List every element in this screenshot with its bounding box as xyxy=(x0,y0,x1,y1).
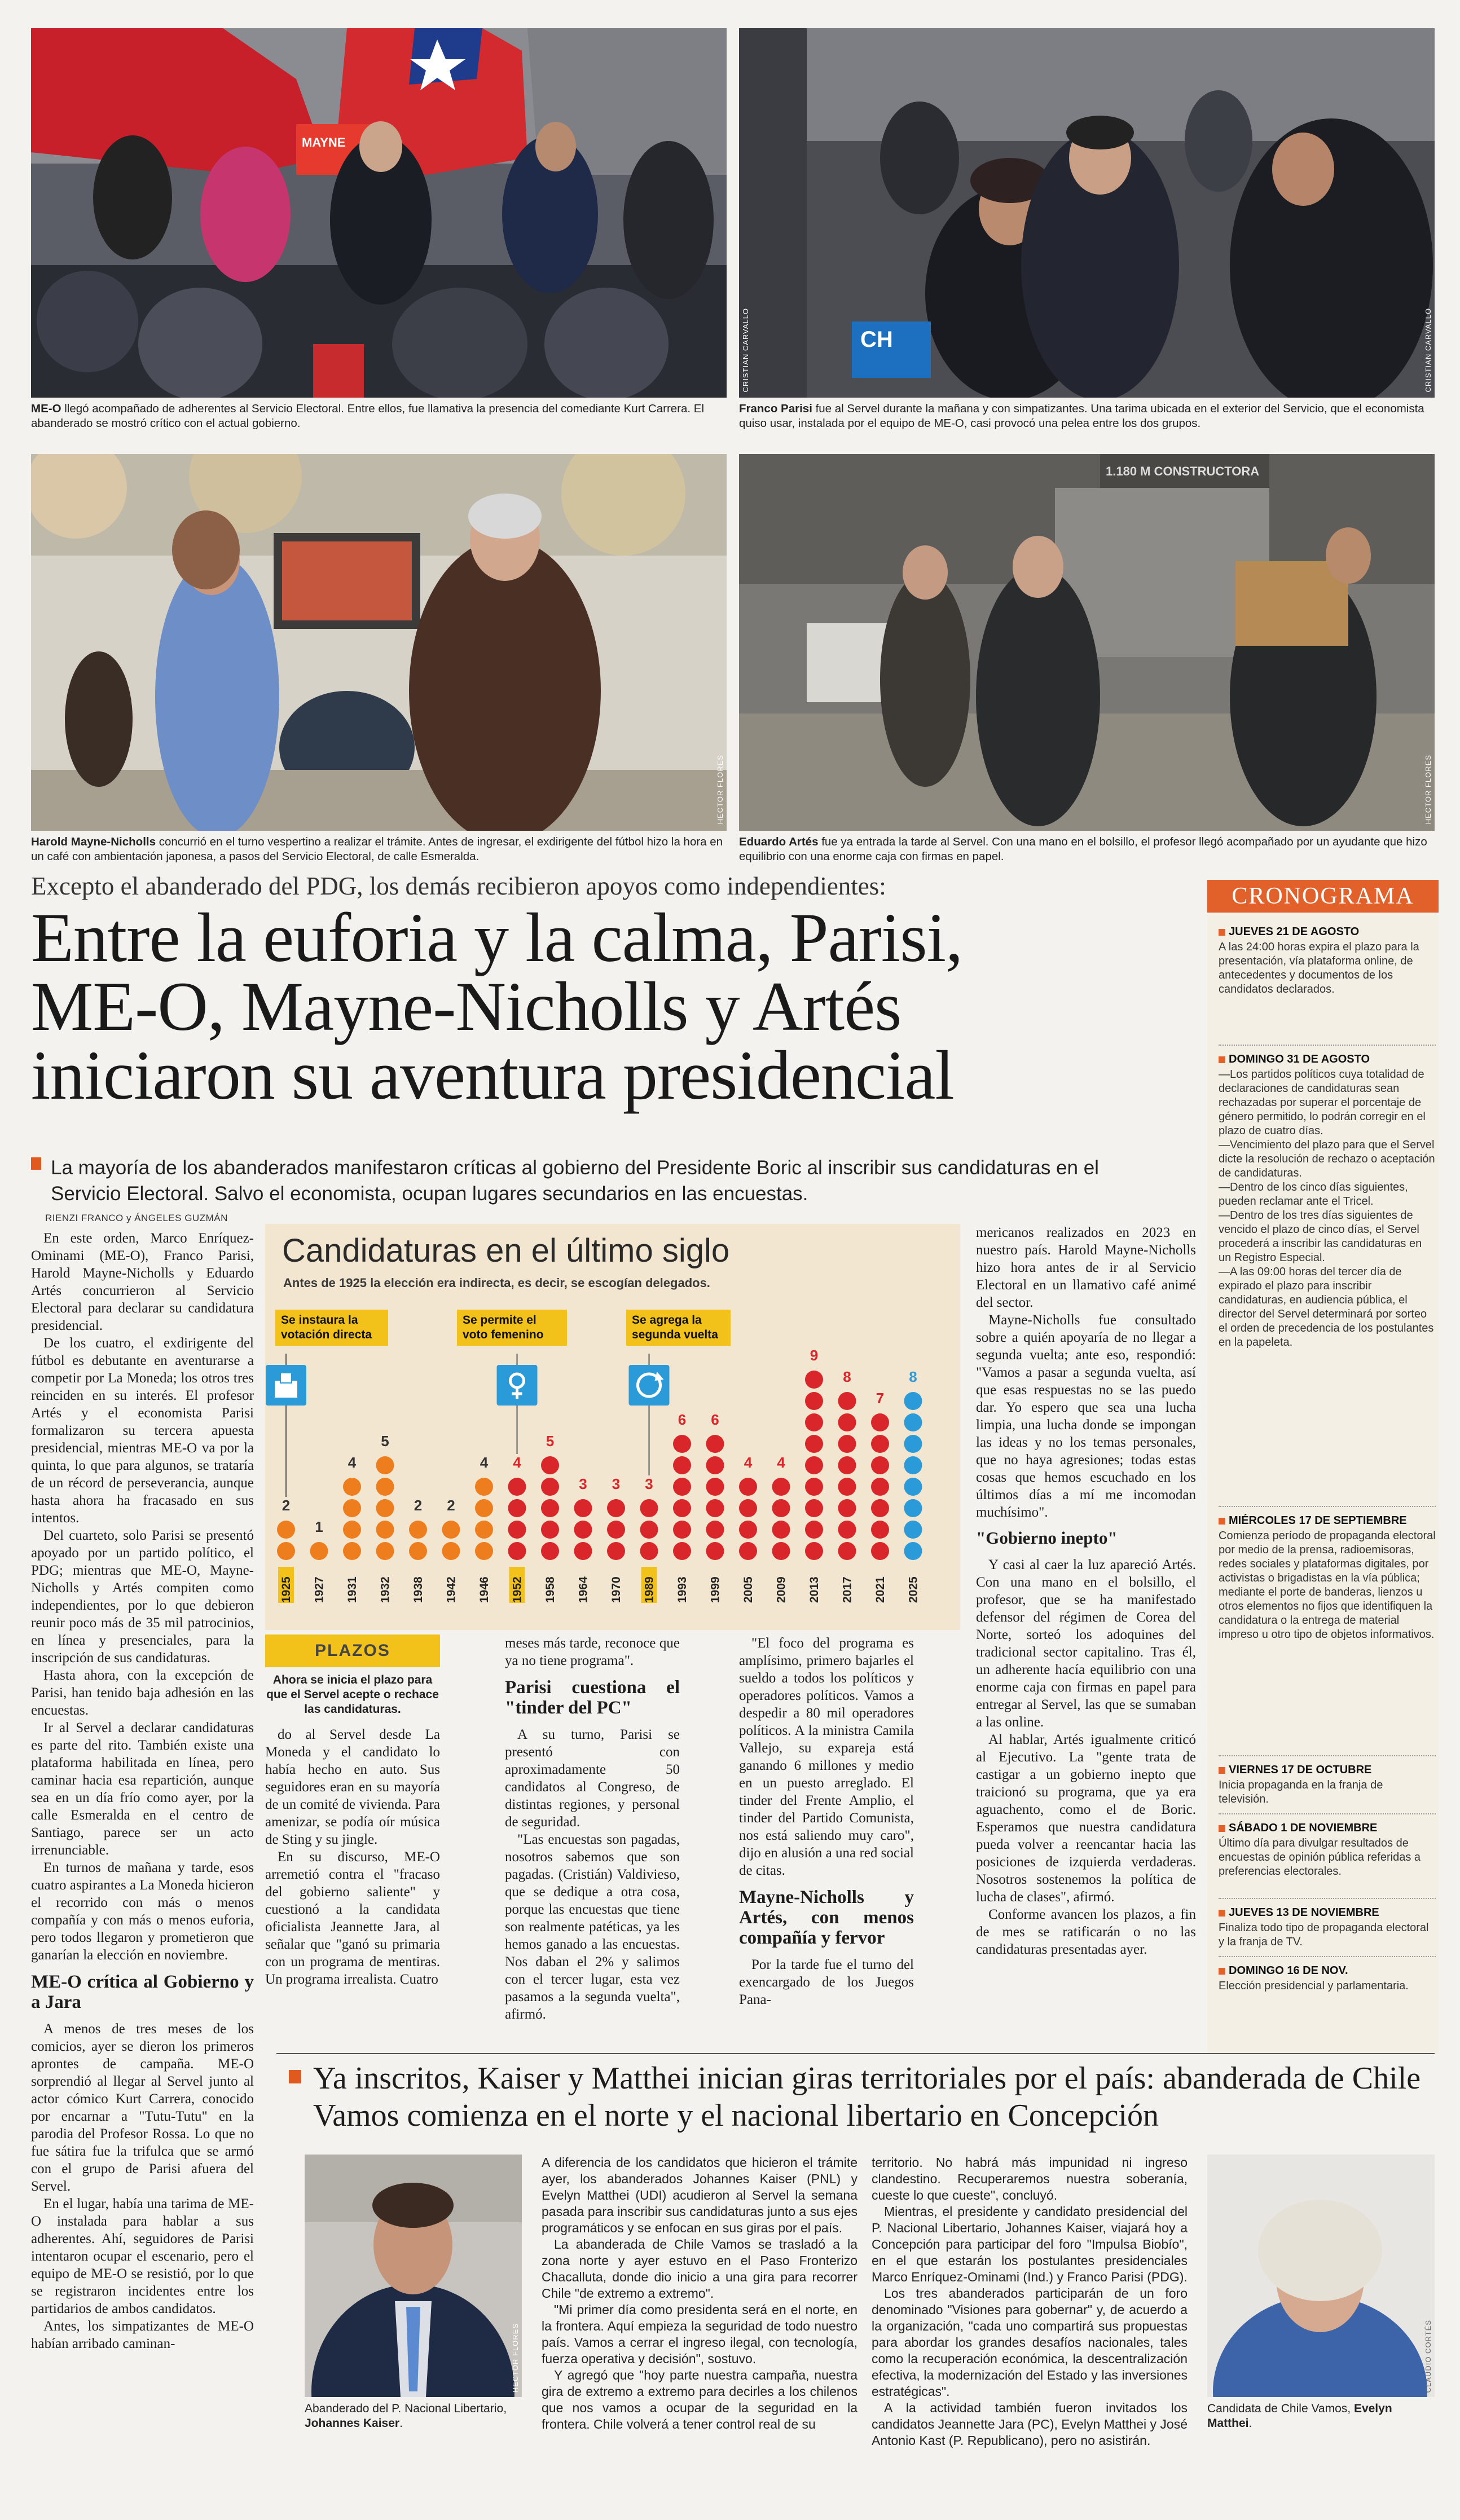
section2-column-2: territorio. No habrá más impunidad ni ingreso clandestino. Recuperaremos nuestra soberanía, cueste lo que cueste", concluyó. Mientras, el presidente y candidato presidencial del P. Nacional Libertario, Johannes Kaiser, viajará hoy a Concepción para participar del foro "Impulsa Biobío", en el que estarán los postulantes presidenciales Marco Enríquez-Ominami (Ind.) y Franco Parisi (PDG). Los tres abanderados participarán de un foro denominado "Visiones para gobernar" y, de acuerdo a la organización, "cada uno compartirá sus propuestas para abordar los grandes desafíos nacionales, tales como la recuperación económica, la descentralización efectiva, la modernización del Estado y las inversiones estratégicas". A la actividad también fueron invitados los candidatos Jeannette Jara (PC), Evelyn Matthei y José Antonio Kast (P. Republicano), pero no asistirán. xyxy=(872,2155,1188,2448)
photo-artes xyxy=(739,454,1435,831)
section2-marker xyxy=(289,2070,301,2083)
bullet-square-icon xyxy=(1219,1767,1225,1774)
caption-meo: ME-O llegó acompañado de adherentes al Servicio Electoral. Entre ellos, fue llamativa la presencia del comediante Kurt Carrera. El abanderado se mostró crítico con el actual gobierno. xyxy=(31,402,705,430)
chart-dot xyxy=(772,1521,790,1539)
chart-dot xyxy=(673,1435,691,1453)
data-label: 2 xyxy=(447,1497,455,1514)
chart-dot xyxy=(739,1478,757,1496)
x-tick-label: 2021 xyxy=(874,1576,887,1603)
data-label: 5 xyxy=(381,1433,389,1450)
photo-meo-servel xyxy=(31,28,727,398)
chart-dot xyxy=(904,1499,922,1517)
x-tick-label: 2005 xyxy=(742,1576,755,1603)
female-icon xyxy=(497,1365,538,1406)
chart-plot xyxy=(265,1224,960,1630)
data-label: 1 xyxy=(315,1518,323,1535)
article-column-4: "El foco del programa es amplísimo, primero bajarles el sueldo a todos los políticos y operadores políticos. Vamos a despedir a 80 mil operadores políticos. A la ministra Camila Vallejo, su expareja está ganando 6 millones y medio en un puesto arreglado. El tinder del Frente Amplio, el tinder del Partido Comunista, nos está saliendo muy caro", dijo en alusión a una red social de citas. Mayne-Nicholls y Artés, con menos compañía y fervor Por la tarde fue el turno del exencargado de los Juegos Pana- xyxy=(739,1636,914,2007)
photo-kaiser xyxy=(305,2155,522,2397)
chart-dot xyxy=(640,1499,658,1517)
x-tick-label: 1958 xyxy=(544,1576,557,1603)
photo-credit-2: CRISTIAN CARVALLO xyxy=(1424,307,1432,392)
storefront-sign: 1.180 M CONSTRUCTORA xyxy=(1106,464,1260,478)
data-label: 4 xyxy=(513,1454,521,1471)
chart-dot xyxy=(376,1542,394,1560)
crono-item: SÁBADO 1 DE NOVIEMBRE Último día para divulgar resultados de encuestas de opinión pública referidas a preferencias electorales. xyxy=(1219,1822,1421,1878)
plazos-text: Ahora se inicia el plazo para que el Servel acepte o rechace las candidaturas. xyxy=(266,1673,439,1716)
chart-dot xyxy=(541,1478,559,1496)
chart-dot xyxy=(871,1521,889,1539)
chart-dot xyxy=(508,1478,526,1496)
chart-dot xyxy=(541,1542,559,1560)
chart-dot xyxy=(508,1542,526,1560)
crono-item: JUEVES 21 DE AGOSTO A las 24:00 horas expira el plazo para la presentación, vía plataforma online, de antecedentes y documentos de los candidatos declarados. xyxy=(1219,926,1419,995)
chart-dot xyxy=(475,1521,493,1539)
data-label: 8 xyxy=(909,1368,917,1385)
data-label: 3 xyxy=(612,1475,621,1492)
section2-column-1: A diferencia de los candidatos que hicieron el trámite ayer, los abanderados Johannes Kaiser (PNL) y Evelyn Matthei (UDI) acudieron al Servel la semana pasada para inscribir sus candidaturas junto a sus ejes programáticos y se enfocan en sus giras por el país. La abanderada de Chile Vamos se trasladó a la zona norte y ayer estuvo en el Paso Fronterizo Chacalluta, donde dio inicio a una gira para recorrer Chile "de extremo a extremo". "Mi primer día como presidenta será en el norte, en la frontera. Aquí empieza la seguridad de todo nuestro país. Vamos a cerrar el ingreso ilegal, con tecnología, fuerza operativa y decisión", sostuvo. Y agregó que "hoy parte nuestra campaña, nuestra gira de extremo a extremo para decirles a los chilenos que nos vamos a ocupar de la seguridad en la frontera. Chile volverá a tener control real de su xyxy=(542,2155,857,2431)
section2-headline: Ya inscritos, Kaiser y Matthei inician giras territoriales por el país: abanderada de Chile Vamos comienza en el norte y el nacional libertario en Concepción xyxy=(313,2061,1421,2133)
chart-dot xyxy=(772,1542,790,1560)
x-tick-label: 2009 xyxy=(775,1576,788,1603)
subhead-gobierno-inepto: "Gobierno inepto" xyxy=(976,1528,1118,1548)
chart-dot xyxy=(904,1478,922,1496)
candidates-chart xyxy=(265,1224,960,1630)
chart-dot xyxy=(805,1542,823,1560)
article-column-3: meses más tarde, reconoce que ya no tiene programa". Parisi cuestiona el "tinder del PC" A su turno, Parisi se presentó con aproximadamente 50 candidatos al Congreso, de distintas regiones, y personal de seguridad. "Las encuestas son pagadas, nosotros sabemos que son pagadas. (Cristián) Valdivieso, que se dedique a otra cosa, porque las encuestas que tiene son realmente patéticas, ya les hemos ganado a las encuestas. Nos daban el 2% y salimos con el tercer lugar, esta vez pasamos a la segunda vuelta", afirmó. xyxy=(505,1636,680,2022)
chart-dot xyxy=(607,1499,625,1517)
chart-dot xyxy=(805,1478,823,1496)
bullet-square-icon xyxy=(1219,1518,1225,1525)
chart-dot xyxy=(673,1542,691,1560)
chart-dot xyxy=(673,1521,691,1539)
data-label: 3 xyxy=(645,1475,653,1492)
x-tick-label: 1946 xyxy=(478,1576,491,1603)
crono-item: DOMINGO 16 DE NOV. Elección presidencial y parlamentaria. xyxy=(1219,1964,1409,1992)
data-label: 4 xyxy=(348,1454,357,1471)
data-label: 9 xyxy=(810,1347,819,1364)
caption-artes: Eduardo Artés fue ya entrada la tarde al Servel. Con una mano en el bolsillo, el profesor llegó acompañado por un ayudante que hizo equilibrio con una enorme caja con firmas en papel. xyxy=(739,835,1427,863)
article-column-5: mericanos realizados en 2023 en nuestro país. Harold Mayne-Nicholls hizo hora antes de ir al Servicio Electoral en un llamativo café animé del sector. Mayne-Nicholls fue consultado sobre a quién apoyaría de no llegar a segunda vuelta; ante eso, respondió: "Vamos a pasar a segunda vuelta, así que esas respuestas no se las puedo dar. Yo espero que sea una lucha limpia, una lucha donde se impongan las ideas y no los temas personales, que no haya agresiones; todas estas cosas que hemos escuchado en los últimos días a mí me incomodan muchísimo". "Gobierno inepto" Y casi al caer la luz apareció Artés. Con una mano en el bolsillo, el profesor, que se ha manifestado defensor del régimen de Corea del Norte, sorteó los adoquines del tradicional sector capitalino. Tras él, un adherente hacía equilibrio con una enorme caja con firmas en papel para entregar al Servel, las que se sumaban a las online. Al hablar, Artés igualmente criticó al Ejecutivo. La "gente trata de castigar a un gobierno inepto que traicionó su programa, que ya era aguachento, como el de Boric. Esperamos que nuestra candidatura pueda volver a reencantar hacia las posiciones de izquierda verdaderas. Nosotros sostenemos la política de lucha de clases", afirmó. Conforme avancen los plazos, a fin de mes se ratificarán o no las candidaturas presentadas ayer. xyxy=(976,1225,1196,1957)
x-tick-label: 1932 xyxy=(379,1576,392,1603)
x-tick-label: 1931 xyxy=(346,1576,359,1603)
photo-credit: CRISTIAN CARVALLO xyxy=(741,307,750,392)
chart-dot xyxy=(673,1456,691,1474)
chart-dot xyxy=(541,1456,559,1474)
chart-dot xyxy=(904,1521,922,1539)
article-column-1: En este orden, Marco Enríquez-Ominami (ME-O), Franco Parisi, Harold Mayne-Nicholls y Eduardo Artés concurrieron al Servicio Electoral para declarar su candidatura presidencial. De los cuatro, el exdirigente del fútbol es debutante en aventurarse a competir por La Moneda; los otros tres reinciden en su interés. El profesor Artés y el economista Parisi formalizaron su tercera apuesta presidencial, mientras ME-O va por la quinta, lo que para algunos, se trataría de un récord de perseverancia, aunque hasta ahora ha fracasado en sus intentos. Del cuarteto, solo Parisi se presentó apoyado por un partido político, el PDG; mientras que ME-O, Mayne-Nicholls y Artés compiten como independientes, por lo que debieron reunir poco más de 35 mil patrocinios, en línea y presenciales, para la inscripción de sus candidaturas. Hasta ahora, con la excepción de Parisi, han tenido baja adhesión en las encuestas. Ir al Servel a declarar candidaturas es parte del rito. También existe una plataforma habilitada en línea, pero caminar hacia esa repartición, aunque sea en un día frío como ayer, por la calle Esmeralda en el centro de Santiago, parece ser un acto irrenunciable. En turnos de mañana y tarde, esos cuatro aspirantes a La Moneda hicieron el recorrido con más o menos compañía y con más o menos euforia, pero todos llegaron y prometieron que ganarían la elección en noviembre. ME-O crítica al Gobierno y a Jara A menos de tres meses de los comicios, ayer se dieron los primeros aprontes de campaña. ME-O sorprendió al llegar al Servel junto al actor cómico Kurt Carrera, conocido por encarnar a "Tutu-Tutu" en la parodia del Profesor Rossa. Lo que no fue sátira fue la trifulca que se armó con el grupo de Parisi afuera del Servel. En el lugar, había una tarima de ME-O instalada para hablar a sus adherentes. Ahí, seguidores de Parisi intentaron ocupar el escenario, pero el equipo de ME-O se resistió, por lo que se registraron incidentes entre los partidarios de ambos candidatos. Antes, los simpatizantes de ME-O habían arribado caminan- xyxy=(31,1231,254,2351)
crono-item: VIERNES 17 DE OCTUBRE Inicia propaganda en la franja de televisión. xyxy=(1219,1764,1383,1805)
chart-dot xyxy=(607,1521,625,1539)
article-kicker: Excepto el abanderado del PDG, los demás recibieron apoyos como independientes: xyxy=(31,872,886,900)
x-tick-label: 1993 xyxy=(676,1576,689,1603)
chart-dot xyxy=(673,1499,691,1517)
data-label: 5 xyxy=(546,1433,555,1450)
chart-dot xyxy=(310,1542,328,1560)
chart-dot xyxy=(442,1542,460,1560)
photo-credit: HECTOR FLORES xyxy=(511,2323,520,2393)
chart-dot xyxy=(376,1456,394,1474)
chart-dot xyxy=(838,1456,856,1474)
annotation-female-vote: Se permite el voto femenino xyxy=(457,1310,567,1346)
photo-credit: HECTOR FLORES xyxy=(716,754,724,824)
chart-dot xyxy=(574,1542,592,1560)
x-tick-label: 1999 xyxy=(709,1576,722,1603)
chart-dot xyxy=(706,1521,724,1539)
chart-dot xyxy=(574,1521,592,1539)
annotation-runoff: Se agrega la segunda vuelta xyxy=(626,1310,731,1346)
chart-dot xyxy=(871,1542,889,1560)
chart-dot xyxy=(541,1521,559,1539)
chart-dot xyxy=(475,1478,493,1496)
crono-item: DOMINGO 31 DE AGOSTO —Los partidos políticos cuya totalidad de declaraciones de candidaturas sean rechazadas por superar el porcentaje de género permitido, lo podrán corregir en el plazo de cuatro días. —Vencimiento del plazo para que el Servel dicte la resolución de rechazo o aceptación de candidaturas. —Dentro de los cinco días siguientes, pueden reclamar ante el Tricel. —Dentro de los tres días siguientes de vencido el plazo de cinco días, el Servel procederá a inscribir las candidaturas en un Registro Especial. —A las 09:00 horas del tercer día de expirado el plazo para inscribir candidaturas, en audiencia pública, el director del Servel determinará por sorteo el orden de precedencia de los postulantes en la papeleta. xyxy=(1219,1053,1435,1349)
chart-dot xyxy=(739,1542,757,1560)
chart-dot xyxy=(871,1499,889,1517)
chart-dot xyxy=(805,1371,823,1389)
chart-dot xyxy=(508,1499,526,1517)
chart-dot xyxy=(805,1499,823,1517)
caption-mayne-nicholls: Harold Mayne-Nicholls concurrió en el turno vespertino a realizar el trámite. Antes de ingresar, el exdirigente del fútbol hizo la hora en un café con ambientación japonesa, a pasos del Servicio Electoral, de calle Esmeralda. xyxy=(31,835,723,863)
chart-dot xyxy=(706,1499,724,1517)
chart-dot xyxy=(574,1499,592,1517)
plazos-label: PLAZOS xyxy=(265,1635,440,1667)
data-label: 7 xyxy=(876,1390,885,1407)
data-label: 2 xyxy=(282,1497,291,1514)
x-tick-label: 1952 xyxy=(511,1576,524,1603)
x-tick-label: 1970 xyxy=(610,1576,623,1603)
chart-dot xyxy=(442,1521,460,1539)
data-label: 6 xyxy=(678,1411,687,1428)
data-label: 4 xyxy=(777,1454,785,1471)
cronograma-title: CRONOGRAMA xyxy=(1207,880,1439,913)
bullet-square-icon xyxy=(1219,1968,1225,1975)
chart-dot xyxy=(904,1542,922,1560)
photo-credit: HECTOR FLORES xyxy=(1424,754,1432,824)
bullet-square-icon xyxy=(1219,1910,1225,1917)
chart-dot xyxy=(871,1456,889,1474)
chart-dot xyxy=(508,1521,526,1539)
chart-dot xyxy=(805,1392,823,1410)
stage-sign: MAYNE xyxy=(302,135,346,149)
x-tick-label: 1989 xyxy=(643,1576,656,1603)
chart-dot xyxy=(838,1542,856,1560)
photo-parisi-servel xyxy=(739,28,1435,398)
caption-matthei: Candidata de Chile Vamos, Evelyn Matthei. xyxy=(1207,2402,1392,2430)
x-tick-label: 2025 xyxy=(907,1576,920,1603)
x-tick-label: 1942 xyxy=(445,1576,458,1603)
chart-dot xyxy=(772,1478,790,1496)
chart-dot xyxy=(277,1521,295,1539)
chart-dot xyxy=(739,1521,757,1539)
chart-dot xyxy=(607,1542,625,1560)
x-tick-label: 1927 xyxy=(313,1576,326,1603)
chart-dot xyxy=(838,1478,856,1496)
x-tick-label: 1925 xyxy=(280,1576,293,1603)
data-label: 4 xyxy=(480,1454,489,1471)
bullet-square-icon xyxy=(1219,929,1225,936)
chart-title: Candidaturas en el último siglo xyxy=(282,1232,730,1269)
chart-subtitle: Antes de 1925 la elección era indirecta, es decir, se escogían delegados. xyxy=(283,1276,710,1290)
subhead-parisi: Parisi cuestiona el "tinder del PC" xyxy=(505,1677,680,1718)
chart-dot xyxy=(871,1478,889,1496)
chart-dot xyxy=(343,1521,361,1539)
chart-dot xyxy=(706,1456,724,1474)
chart-dot xyxy=(805,1413,823,1431)
chart-dot xyxy=(805,1456,823,1474)
x-tick-label: 1938 xyxy=(412,1576,425,1603)
chart-dot xyxy=(376,1499,394,1517)
data-label: 3 xyxy=(579,1475,587,1492)
data-label: 4 xyxy=(744,1454,753,1471)
crono-item: MIÉRCOLES 17 DE SEPTIEMBRE Comienza período de propaganda electoral por medio de la prensa, radioemisoras, redes sociales y plataformas digitales, por activistas o brigadistas en la vía pública; mediante el porte de banderas, lienzos u otros elementos no fijos que identifiquen la candidatura o la entrega de material impreso u otro tipo de objetos informativos. xyxy=(1219,1514,1436,1641)
chart-dot xyxy=(838,1499,856,1517)
article-column-2: do al Servel desde La Moneda y el candidato lo había hecho en auto. Sus seguidores eran en su mayoría de un comité de vivienda. Para amenizar, se podía oír música de Sting y su jingle. En su discurso, ME-O arremetió contra el "fracaso del gobierno saliente" y cuestionó a la candidata oficialista Jeannette Jara, al señalar que "ganó su primaria con un programa de mentiras. Un programa irrealista. Cuatro xyxy=(265,1727,440,1987)
subhead-mayne-artes: Mayne-Nicholls y Artés, con menos compañía y fervor xyxy=(739,1887,914,1948)
subhead-meo: ME-O crítica al Gobierno y a Jara xyxy=(31,1972,254,2012)
data-label: 6 xyxy=(711,1411,719,1428)
x-tick-label: 2013 xyxy=(808,1576,821,1603)
caption-kaiser: Abanderado del P. Nacional Libertario, Johannes Kaiser. xyxy=(305,2402,507,2430)
caption-parisi: Franco Parisi fue al Servel durante la mañana y con simpatizantes. Una tarima ubicada en el exterior del Servicio, que el economista quiso usar, instalada por el equipo de ME-O, casi provocó una pelea entre los dos grupos. xyxy=(739,402,1424,430)
x-tick-label: 1964 xyxy=(577,1576,590,1603)
chart-dot xyxy=(277,1542,295,1560)
chart-dot xyxy=(640,1542,658,1560)
data-label: 8 xyxy=(843,1368,851,1385)
chart-dot xyxy=(706,1478,724,1496)
chart-dot xyxy=(838,1521,856,1539)
chart-dot xyxy=(904,1413,922,1431)
chart-dot xyxy=(838,1413,856,1431)
chart-dot xyxy=(640,1521,658,1539)
chart-dot xyxy=(739,1499,757,1517)
photo-matthei xyxy=(1207,2155,1435,2397)
data-label: 2 xyxy=(414,1497,423,1514)
chart-dot xyxy=(904,1435,922,1453)
article-headline: Entre la euforia y la calma, Parisi, ME-O, Mayne-Nicholls y Artés iniciaron su aventura presidencial xyxy=(31,899,963,1114)
chart-dot xyxy=(343,1542,361,1560)
annotation-direct-vote: Se instaura la votación directa xyxy=(275,1310,388,1346)
chart-dot xyxy=(871,1435,889,1453)
section-divider xyxy=(276,2053,1435,2054)
chart-dot xyxy=(541,1499,559,1517)
chart-dot xyxy=(772,1499,790,1517)
chart-dot xyxy=(376,1521,394,1539)
microphone-logo: CH xyxy=(860,327,893,352)
photo-mayne-nicholls xyxy=(31,454,727,831)
chart-dot xyxy=(409,1542,427,1560)
chart-dot xyxy=(904,1392,922,1410)
chart-dot xyxy=(475,1499,493,1517)
bullet-square-icon xyxy=(1219,1056,1225,1063)
bullet-square-icon xyxy=(1219,1825,1225,1832)
dek-marker xyxy=(31,1157,41,1170)
chart-dot xyxy=(871,1413,889,1431)
byline: RIENZI FRANCO y ÁNGELES GUZMÁN xyxy=(45,1213,228,1223)
x-tick-label: 2017 xyxy=(841,1576,854,1603)
chart-dot xyxy=(838,1392,856,1410)
chart-dot xyxy=(475,1542,493,1560)
chart-dot xyxy=(805,1521,823,1539)
chart-dot xyxy=(343,1499,361,1517)
chart-dot xyxy=(805,1435,823,1453)
loop-icon xyxy=(629,1365,670,1406)
chart-dot xyxy=(409,1521,427,1539)
chart-dot xyxy=(376,1478,394,1496)
chart-dot xyxy=(673,1478,691,1496)
chart-dot xyxy=(343,1478,361,1496)
chart-dot xyxy=(706,1542,724,1560)
chart-dot xyxy=(706,1435,724,1453)
photo-credit: CLAUDIO CORTÉS xyxy=(1424,2319,1432,2393)
article-dek: La mayoría de los abanderados manifestaron críticas al gobierno del Presidente Boric al inscribir sus candidaturas en el Servicio Electoral. Salvo el economista, ocupan lugares secundarios en las encuestas. xyxy=(51,1157,1099,1205)
chart-dot xyxy=(904,1456,922,1474)
chart-dot xyxy=(838,1435,856,1453)
crono-item: JUEVES 13 DE NOVIEMBRE Finaliza todo tipo de propaganda electoral y la franja de TV. xyxy=(1219,1906,1429,1948)
